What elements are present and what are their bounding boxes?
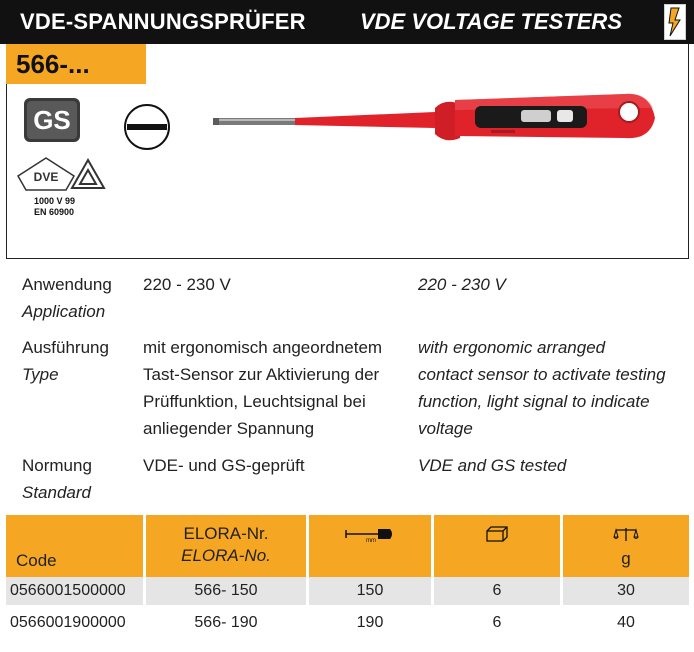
lightning-warning-icon (664, 4, 686, 40)
scale-weight-icon (613, 527, 639, 543)
spec-label-en: Type (22, 365, 59, 384)
cell-weight: 30 (617, 582, 635, 599)
package-box-icon (485, 525, 509, 543)
certification-text (34, 196, 75, 218)
title-german: VDE-SPANNUNGSPRÜFER (20, 9, 306, 34)
spec-value-en: VDE and GS tested (418, 456, 567, 475)
table-header (6, 515, 689, 577)
vde-certification-icon (14, 156, 110, 201)
voltage-tester-image (205, 78, 685, 193)
cell-pack: 6 (492, 614, 502, 631)
header-length (309, 515, 431, 577)
table-row (6, 577, 689, 605)
spec-value-de: mit ergonomisch angeordnetem Tast-Sensor zur Aktivierung der Prüffunktion, Leuchtsignal bei anliegender Spannung (143, 338, 383, 438)
spec-label-de: Ausführung (22, 338, 109, 357)
table-row (6, 609, 689, 637)
title-english: VDE VOLTAGE TESTERS (360, 9, 622, 34)
product-code-tab (6, 44, 146, 84)
spec-value-en: 220 - 230 V (418, 275, 506, 294)
spec-label-en: Application (22, 302, 106, 321)
spec-value-en: with ergonomic arranged contact sensor to activate testing function, light signal to indicate voltage (418, 338, 666, 438)
header-pack (434, 515, 560, 577)
spec-label-en: Standard (22, 483, 91, 502)
svg-text:mm: mm (366, 538, 376, 543)
spec-label-de: Anwendung (22, 275, 112, 294)
cell-elora: 566- 150 (194, 582, 258, 599)
header-bar (0, 0, 694, 44)
header-weight: g (563, 515, 689, 577)
cell-length: 150 (356, 582, 384, 599)
header-code: Code (16, 551, 57, 570)
header-elora-no: ELORA-Nr. ELORA-No. (181, 524, 271, 565)
spec-label-de: Normung (22, 456, 92, 475)
spec-value-de: 220 - 230 V (143, 275, 231, 294)
cell-weight: 40 (617, 614, 635, 631)
product-code: 566-... (16, 49, 90, 79)
cell-length: 190 (356, 614, 384, 631)
cert-voltage: 1000 V 99 (34, 196, 76, 206)
cert-standard: EN 60900 (34, 207, 75, 217)
cell-code: 0566001500000 (10, 582, 126, 599)
cell-elora: 566- 190 (194, 614, 258, 631)
gs-certification-icon (20, 96, 84, 151)
cell-code: 0566001900000 (10, 614, 126, 631)
gs-logo-text: GS (33, 105, 71, 135)
slotted-tip-icon (122, 102, 172, 157)
length-ruler-icon (344, 525, 396, 543)
spec-value-de: VDE- und GS-geprüft (143, 456, 305, 475)
cell-pack: 6 (492, 582, 502, 599)
vde-logo-text: DVE (33, 170, 59, 184)
